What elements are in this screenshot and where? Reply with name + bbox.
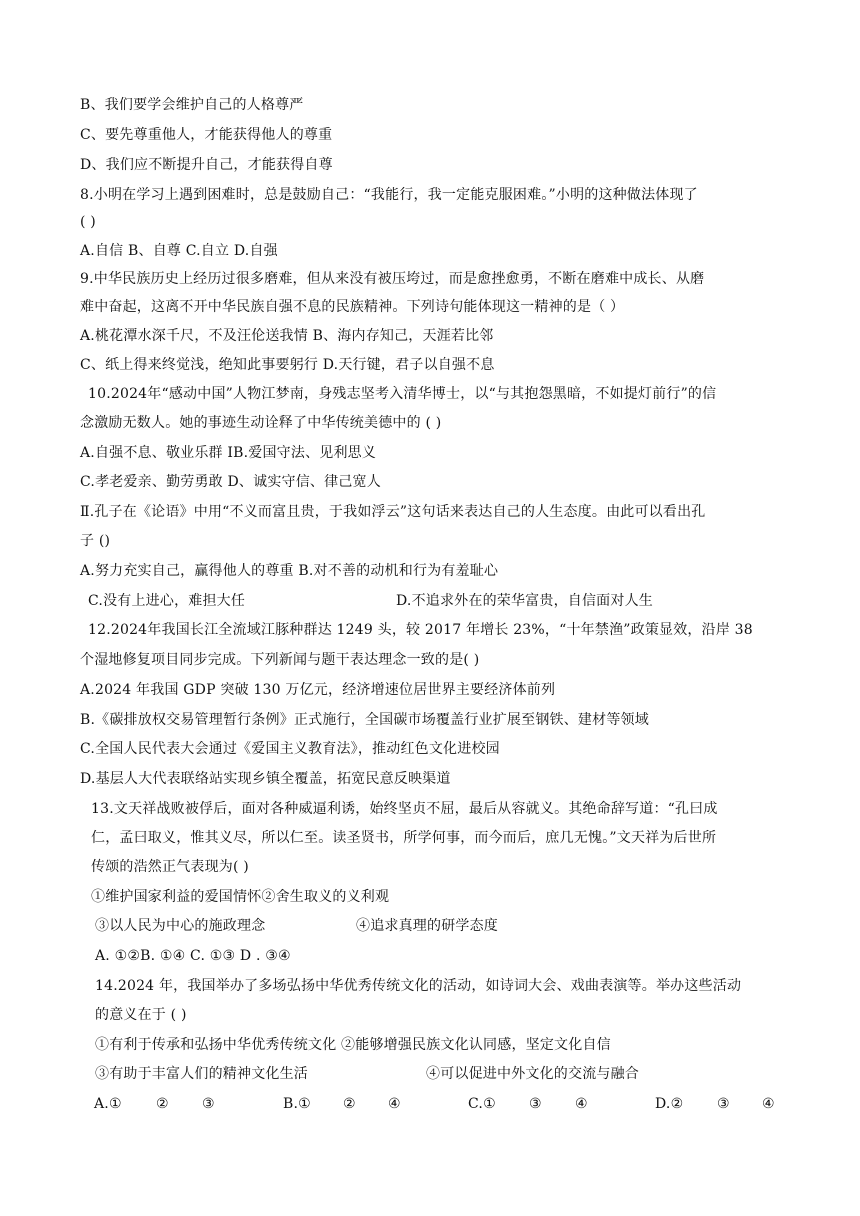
q13-item-4: ④追求真理的研学态度 — [356, 918, 498, 934]
q9-options-cd: C、纸上得来终觉浅，绝知此事要躬行 D.天行键，君子以自强不息 — [80, 357, 495, 373]
q10-options-cd: C.孝老爱亲、勤劳勇敢 D、诚实守信、律己宽人 — [80, 474, 381, 490]
q14-option-d-3: ④ — [762, 1096, 775, 1112]
q14-item-4: ④可以促进中外文化的交流与融合 — [426, 1066, 639, 1082]
q7-option-b: B、我们要学会维护自己的人格尊严 — [80, 97, 304, 113]
q14-option-d-2: ③ — [717, 1096, 730, 1112]
q11-stem-line2: 子 () — [80, 533, 111, 549]
q13-options: A. ①②B. ①④ C. ①③ D . ③④ — [95, 948, 291, 964]
q12-option-d: D.基层人大代表联络站实现乡镇全覆盖，拓宽民意反映渠道 — [80, 771, 451, 787]
q14-items-12: ①有利于传承和弘扬中华优秀传统文化 ②能够增强民族文化认同感，坚定文化自信 — [95, 1037, 611, 1053]
q14-item-3: ③有助于丰富人们的精神文化生活 — [95, 1066, 308, 1082]
q14-option-c-1: C.① — [468, 1096, 496, 1112]
q11-option-d: D.不追求外在的荣华富贵，自信面对人生 — [396, 593, 653, 609]
q8-options: A.自信 B、自尊 C.自立 D.自强 — [80, 243, 278, 259]
q7-option-c: C、要先尊重他人，才能获得他人的尊重 — [80, 127, 333, 143]
q9-stem-line2: 难中奋起，这离不开中华民族自强不息的民族精神。下列诗句能体现这一精神的是（ ） — [80, 299, 625, 315]
q8-stem-blank: ( ) — [80, 214, 96, 230]
q13-stem-line1: 13.文天祥战败被俘后，面对各种威逼利诱，始终坚贞不屈，最后从容就义。其绝命辞写道：“孔曰成 — [91, 801, 718, 817]
q11-options-ab: A.努力充实自己，赢得他人的尊重 B.对不善的动机和行为有羞耻心 — [80, 563, 499, 579]
q12-stem-line1: 12.2024年我国长江全流域江豚种群达 1249 头，较 2017 年增长 23%，“十年禁渔”政策显效，沿岸 38 — [88, 622, 753, 638]
q13-items-12: ①维护国家利益的爱国情怀②舍生取义的义利观 — [91, 889, 390, 905]
q14-option-a-3: ③ — [202, 1096, 215, 1112]
q10-stem-line2: 念激励无数人。她的事迹生动诠释了中华传统美德中的 ( ) — [80, 415, 442, 431]
q10-options-ab: A.自强不息、敬业乐群 IB.爱国守法、见利思义 — [80, 445, 377, 461]
q14-option-c-3: ④ — [575, 1096, 588, 1112]
q12-option-b: B.《碳排放权交易管理暂行条例》正式施行，全国碳市场覆盖行业扩展至钢铁、建材等领域 — [80, 712, 649, 728]
q13-item-3: ③以人民为中心的施政理念 — [95, 918, 266, 934]
q9-stem-line1: 9.中华民族历史上经历过很多磨难，但从来没有被压垮过，而是愈挫愈勇，不断在磨难中成长、从磨 — [80, 271, 705, 287]
q10-stem-line1: 10.2024年“感动中国”人物江梦南，身残志坚考入清华博士，以“与其抱怨黑暗，不如提灯前行”的信 — [88, 386, 717, 402]
q9-options-ab: A.桃花潭水深千尺，不及汪伦送我情 B、海内存知己，天涯若比邻 — [80, 328, 494, 344]
q14-option-a-1: A.① — [94, 1096, 122, 1112]
q14-option-c-2: ③ — [529, 1096, 542, 1112]
q11-option-c: C.没有上进心，难担大任 — [88, 593, 246, 609]
q13-stem-line3: 传颂的浩然正气表现为( ) — [91, 859, 249, 875]
q11-stem-line1: Ⅱ.孔子在《论语》中用“不义而富且贵，于我如浮云”这句话来表达自己的人生态度。由此可以看出孔 — [80, 504, 706, 520]
q13-stem-line2: 仁，孟曰取义，惟其义尽，所以仁至。读圣贤书，所学何事，而今而后，庶几无愧。”文天祥为后世所 — [91, 830, 717, 846]
q12-stem-line2: 个湿地修复项目同步完成。下列新闻与题干表达理念一致的是( ) — [80, 652, 480, 668]
q14-stem-line2: 的意义在于 ( ) — [95, 1007, 187, 1023]
q12-option-a: A.2024 年我国 GDP 突破 130 万亿元，经济增速位居世界主要经济体前列 — [80, 682, 556, 698]
q14-option-d-1: D.② — [655, 1096, 684, 1112]
q8-stem: 8.小明在学习上遇到困难时，总是鼓励自己：“我能行，我一定能克服困难。”小明的这种做法体现了 — [80, 187, 698, 203]
q14-option-b-3: ④ — [388, 1096, 401, 1112]
q7-option-d: D、我们应不断提升自己，才能获得自尊 — [80, 157, 333, 173]
q14-stem-line1: 14.2024 年，我国举办了多场弘扬中华优秀传统文化的活动，如诗词大会、戏曲表演等。举办这些活动 — [95, 978, 742, 994]
q14-option-b-1: B.① — [283, 1096, 311, 1112]
q14-option-a-2: ② — [156, 1096, 169, 1112]
q12-option-c: C.全国人民代表大会通过《爱国主义教育法》，推动红色文化进校园 — [80, 741, 500, 757]
q14-option-b-2: ② — [343, 1096, 356, 1112]
